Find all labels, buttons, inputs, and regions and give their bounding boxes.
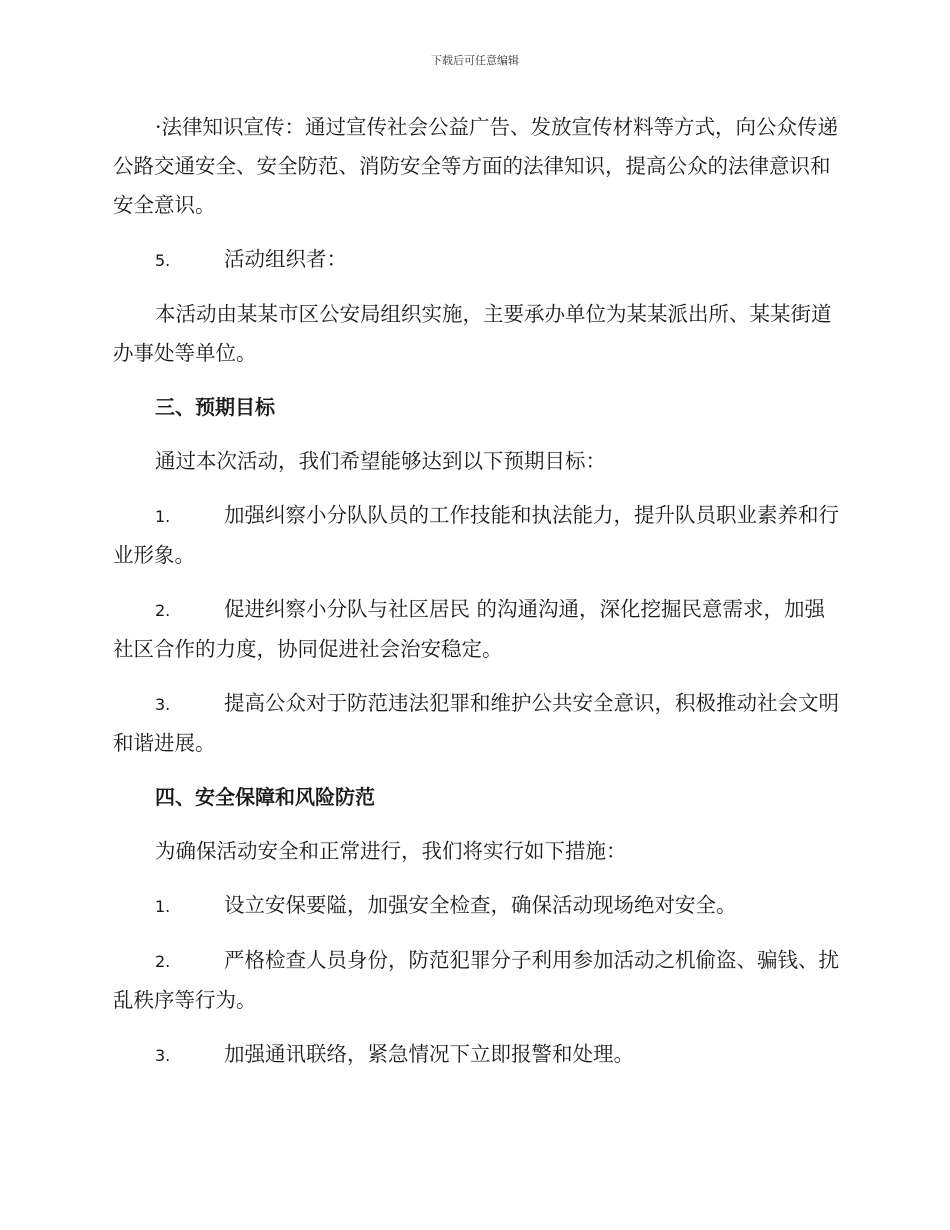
paragraph-organizer-detail: 本活动由某某市区公安局组织实施，主要承办单位为某某派出所、某某街道办事处等单位。 (113, 302, 832, 365)
list-item-safety-3 (113, 1035, 843, 1075)
list-number: 3. (155, 695, 171, 714)
list-text: 提高公众对于防范违法犯罪和维护公共安全意识，积极推动社会文明和谐进展。 (113, 691, 839, 755)
list-item-organizer (113, 240, 843, 280)
section-heading-safety: 四、安全保障和风险防范 (155, 785, 375, 809)
list-number: 1. (155, 507, 171, 526)
page-header: 下载后可任意编辑 (431, 54, 519, 67)
list-text: 加强通讯联络，紧急情况下立即报警和处理。 (224, 1042, 634, 1066)
list-item-safety-2 (113, 941, 843, 1020)
paragraph-legal-publicity: ·法律知识宣传：通过宣传社会公益广告、发放宣传材料等方式，向公众传递公路交通安全、安全防范、消防安全等方面的法律知识，提高公众的法律意识和安全意识。 (113, 115, 839, 217)
list-text: 活动组织者： (224, 247, 347, 271)
list-number: 2. (155, 952, 171, 971)
paragraph-safety-intro: 为确保活动安全和正常进行，我们将实行如下措施： (155, 839, 627, 863)
list-text: 促进纠察小分队与社区居民 的沟通沟通，深化挖掘民意需求，加强社区合作的力度，协同促进社会治安稳定。 (113, 597, 826, 661)
list-item-goal-3 (113, 684, 843, 763)
paragraph-goals-intro: 通过本次活动，我们希望能够达到以下预期目标： (155, 449, 606, 473)
list-text: 加强纠察小分队队员的工作技能和执法能力，提升队员职业素养和行业形象。 (113, 503, 839, 567)
list-text: 设立安保要隘，加强安全检查，确保活动现场绝对安全。 (224, 893, 737, 917)
section-heading-goals: 三、预期目标 (155, 395, 275, 419)
list-text: 严格检查人员身份，防范犯罪分子利用参加活动之机偷盗、骗钱、扰乱秩序等行为。 (113, 948, 839, 1012)
list-number: 3. (155, 1046, 171, 1065)
list-item-goal-1 (113, 496, 843, 575)
list-number: 5. (155, 251, 171, 270)
list-number: 2. (155, 601, 171, 620)
document-body (113, 108, 843, 1090)
list-item-goal-2 (113, 590, 843, 669)
list-number: 1. (155, 897, 171, 916)
list-item-safety-1 (113, 886, 843, 926)
